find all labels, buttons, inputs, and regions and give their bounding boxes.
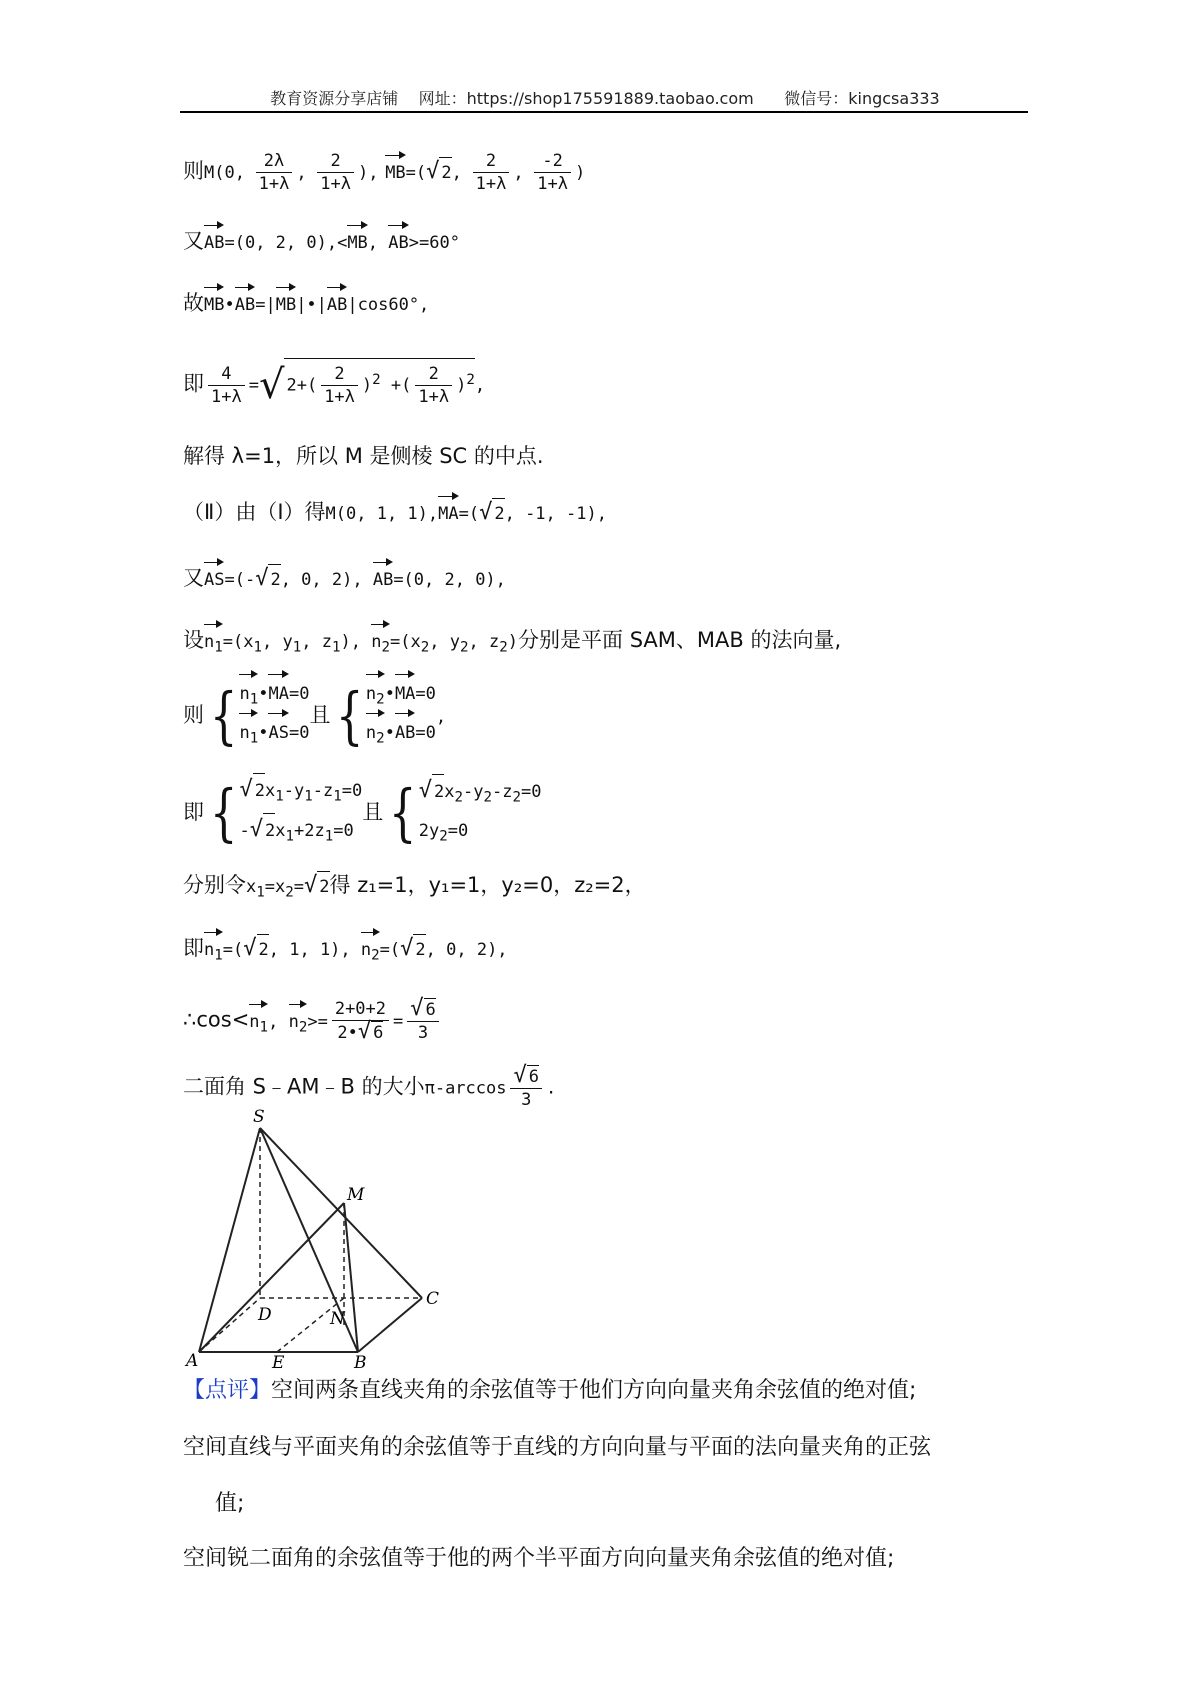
normal-vectors-def: 设$n_1=(x_1$, $y_1$, $z_1$), $n_2=(x_2$, $y_2$, $z_2$)分别是平面 SAM、MAB 的法向量, [183,625,841,662]
equation-dot-product: 故MB•AB=|MB|•|AB|cos60°, [183,288,429,320]
dihedral-angle: 二面角 S﹣AM﹣B 的大小π-arccos $\frac{√ 6}{3}$ . [183,1063,557,1110]
solution-lambda: 解得 λ=1，所以 M 是侧棱 SC 的中点. [183,444,544,468]
normal-vectors-values: 即$n_1=(√$ 2, 1, 1), $n_2=(√$ 2, 0, 2), [183,933,508,970]
label-E: E [272,1353,285,1368]
part-two-start: （Ⅱ）由（Ⅰ）得M(0, 1, 1),MA=(√ 2, -1, -1), [183,497,607,529]
equation-m-coords: 则M(0, $\frac{2\lambda}{1+\lambda}$ , $\frac{2}{1+\lambda}$ ), MB=(√ 2, $\frac{2}{1+\lambda}$ , $\frac{-2}{1+\lambda}$ ) [183,151,586,194]
label-N: N [330,1309,345,1329]
header-shop-name: 教育资源分享店铺 [270,89,399,108]
system-linear: 即{ √ $2x_1-y_1-z_1=0$ -√ $2x_1+2z_1=0$ 且{ √ $2x_2-y_2-z_2=0$ $2y_2=0$ [183,773,542,854]
equation-as-ab: 又AS=(-√ 2, 0, 2), AB=(0, 2, 0), [183,563,506,595]
label-B: B [354,1353,367,1368]
label-D: D [258,1305,272,1325]
header-wechat-label: 微信号： [784,89,849,108]
edge-SA [199,1128,260,1352]
comment-line-4: 空间锐二面角的余弦值等于他的两个半平面方向向量夹角余弦值的绝对值; [183,1546,895,1571]
edge-BC [358,1298,422,1352]
pyramid-figure [180,1108,460,1368]
page-header [180,86,1030,109]
header-wechat-id: kingcsa333 [848,89,940,108]
comment-tag: 【点评】 [183,1378,272,1403]
header-site-url[interactable]: https://shop175591889.taobao.com [466,89,754,108]
edge-AM [199,1203,344,1352]
comment-line-3: 值; [215,1491,245,1516]
comment-line-2: 空间直线与平面夹角的余弦值等于直线的方向向量与平面的法向量夹角的正弦 [183,1435,932,1460]
system-dot-zero: 则{ $n_1•MA=0$ $n_1•AS=0$ 且{ $n_2•MA=0$ $n_2•AB=0$ , [183,677,446,756]
edge-MB [344,1203,358,1352]
set-x-values: 分别令$x_1=x_2=√$ 2得 z₁=1，y₁=1，y₂=0，z₂=2， [183,873,646,901]
edge-SC [260,1128,422,1298]
label-A: A [186,1351,199,1368]
label-C: C [426,1289,440,1309]
equation-lambda: 即 $\frac{4}{1+\lambda}$ =√ 2+( $\frac{2}{1+\lambda}$ )$^2$ +( $\frac{2}{1+\lambda}$ )$^2$, [183,358,485,408]
header-rule [180,111,1028,113]
label-S: S [253,1108,265,1127]
header-site-label: 网址： [418,89,467,108]
comment-line-1: 【点评】空间两条直线夹角的余弦值等于他们方向向量夹角余弦值的绝对值; [183,1378,917,1403]
equation-ab-vector: 又AB=(0, 2, 0),<MB, AB>=60° [183,226,460,258]
edge-AD [199,1298,260,1352]
cosine-result: $\therefore\cos<n_1$, $n_2>=$ $\frac{2+0+2}{2•√ 6}$ = $\frac{√ 6}{3}$ [183,998,443,1044]
label-M: M [347,1185,365,1205]
